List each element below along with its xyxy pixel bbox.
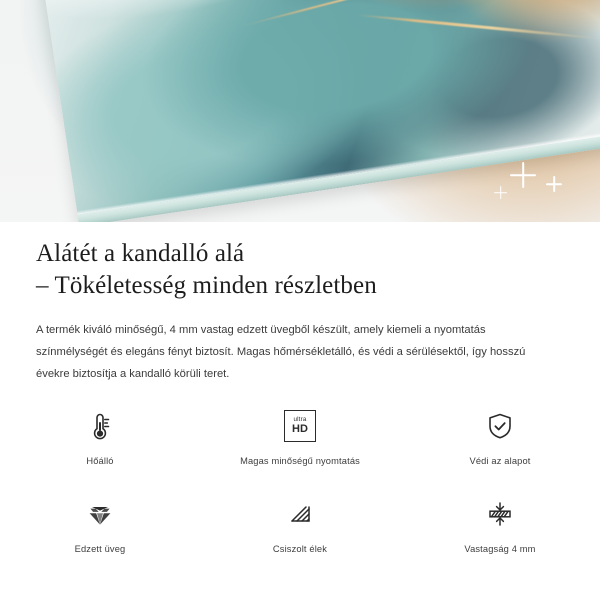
feature-label: Védi az alapot xyxy=(469,456,531,466)
feature-label: Hőálló xyxy=(86,456,114,466)
text-content xyxy=(0,222,600,386)
diamond-icon xyxy=(80,492,120,536)
feature-grid xyxy=(0,398,600,568)
feature-heat-resistant xyxy=(0,398,200,480)
feature-print-quality xyxy=(200,398,400,480)
headline-line-2: – Tökéletesség minden részletben xyxy=(36,272,377,299)
description-paragraph: A termék kiváló minőségű, 4 mm vastag edzett üvegből készült, amely kiemeli a nyomtatás színmélységét és elegáns fényt biztosít. Magas hőmérsékletálló, és védi a sérülésektől, így hosszú évekre biztosítja a kandalló körüli teret. xyxy=(36,324,526,380)
thickness-icon xyxy=(480,492,520,536)
ultra-hd-top-text: ultra xyxy=(293,415,307,423)
ultra-hd-icon xyxy=(284,404,316,448)
feature-label: Vastagság 4 mm xyxy=(464,544,536,554)
page-title xyxy=(0,222,600,302)
thermometer-icon xyxy=(80,404,120,448)
feature-polished-edges xyxy=(200,486,400,568)
hero-image xyxy=(0,0,600,222)
polished-edges-icon xyxy=(280,492,320,536)
headline-line-1: Alátét a kandalló alá xyxy=(36,240,245,267)
ultra-hd-bottom-text: HD xyxy=(292,423,308,436)
feature-thickness xyxy=(400,486,600,568)
feature-protects-surface xyxy=(400,398,600,480)
feature-label: Edzett üveg xyxy=(74,544,126,554)
feature-label: Csiszolt élek xyxy=(272,544,328,554)
shield-check-icon xyxy=(480,404,520,448)
feature-label: Magas minőségű nyomtatás xyxy=(240,456,360,466)
feature-tempered-glass xyxy=(0,486,200,568)
